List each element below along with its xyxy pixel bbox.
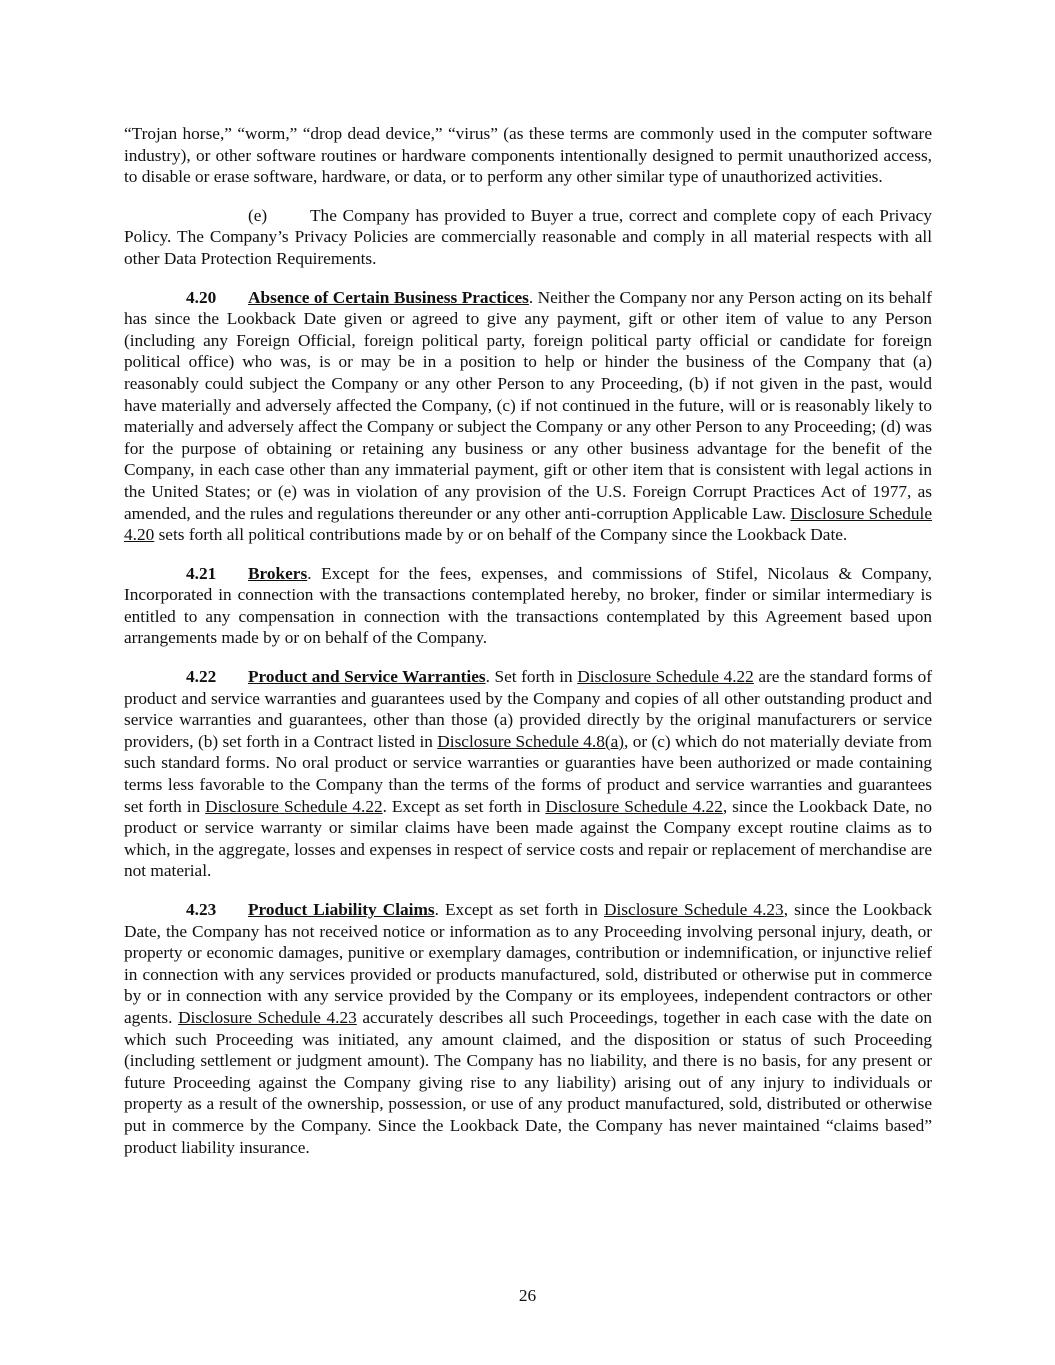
disclosure-schedule-4-23-ref: Disclosure Schedule 4.23 bbox=[604, 900, 784, 919]
section-4-20-number: 4.20 bbox=[186, 287, 217, 307]
disclosure-schedule-4-20-ref: Disclosure Schedule 4.20 bbox=[124, 503, 932, 545]
section-4-23 bbox=[124, 899, 932, 1158]
section-4-22-text-1: . Set forth in bbox=[485, 667, 578, 687]
section-4-23-heading: Product Liability Claims bbox=[248, 900, 435, 919]
disclosure-schedule-4-23-ref-2: Disclosure Schedule 4.23 bbox=[178, 1007, 357, 1027]
section-4-22-text-4: . Except as set forth in bbox=[382, 796, 546, 816]
section-4-22-number: 4.22 bbox=[186, 667, 217, 687]
disclosure-schedule-4-22-ref: Disclosure Schedule 4.22 bbox=[577, 667, 754, 687]
section-4-23-text-2: , since the Lookback Date, the Company has not received notice or information as to any Proceeding involving personal injury, death, or property or economic damages, punitive or exemplary damages, contribution or indemnification, or injunctive relief in connection with any services provided or products manufactured, sold, distributed or otherwise put in commerce by or in connection with any service provided by the Company or its employees, independent contractors or other agents. bbox=[124, 900, 932, 1027]
section-4-23-text-3: accurately describes all such Proceedings, together in each case with the date on which such Proceeding was initiated, any amount claimed, and the disposition or status of such Proceeding (including settlement or judgment amount). The Company has no liability, and there is no basis, for any present or future Proceeding against the Company giving rise to any liability) arising out of any injury to individuals or property as a result of the ownership, possession, or use of any product manufactured, sold, distributed or otherwise put in commerce by the Company. Since the Lookback Date, the Company has never maintained “claims based” product liability insurance. bbox=[124, 1007, 932, 1157]
section-4-21-heading: Brokers bbox=[248, 563, 308, 583]
section-4-20-heading: Absence of Certain Business Practices bbox=[248, 287, 529, 307]
section-4-23-number: 4.23 bbox=[186, 900, 217, 919]
section-4-21 bbox=[124, 563, 932, 649]
section-4-20 bbox=[124, 287, 932, 546]
page-number: 26 bbox=[518, 1286, 537, 1305]
section-4-20-text-2: sets forth all political contributions made by or on behalf of the Company since the Lookback Date. bbox=[154, 525, 848, 545]
section-4-20-text-1: . Neither the Company nor any Person acting on its behalf has since the Lookback Date given or agreed to give any payment, gift or other item of value to any Person (including any Foreign Official, foreign political party, foreign political party official or candidate for foreign political office) who was, is or may be in a position to help or hinder the business of the Company that (a) reasonably could subject the Company or any other Person to any Proceeding, (b) if not given in the past, would have materially and adversely affected the Company, (c) if not continued in the future, will or is reasonably likely to materially and adversely affect the Company or subject the Company or any other Person to any Proceeding; (d) was for the purpose of obtaining or retaining any business or any other business advantage for the benefit of the Company, in each case other than any immaterial payment, gift or other item that is consistent with legal actions in the United States; or (e) was in violation of any provision of the U.S. Foreign Corrupt Practices Act of 1977, as amended, and the rules and regulations thereunder or any other anti-corruption Applicable Law. bbox=[124, 287, 932, 523]
section-4-21-text-1: . Except for the fees, expenses, and commissions of Stifel, Nicolaus & Company, Incorporated in connection with the transactions contemplated hereby, no broker, finder or similar intermediary is entitled to any compensation in connection with the transactions contemplated by this Agreement based upon arrangements made by or on behalf of the Company. bbox=[124, 563, 932, 648]
subsection-e-label: (e) bbox=[248, 205, 268, 225]
subsection-e-text: The Company has provided to Buyer a true, correct and complete copy of each Privacy Policy. The Company’s Privacy Policies are commercially reasonable and comply in all material respects with all other Data Protection Requirements. bbox=[124, 205, 932, 268]
section-4-22-text-2: are the standard forms of product and service warranties and guarantees used by the Company and copies of all other outstanding product and service warranties and guarantees, other than those (a) provided directly by the original manufacturers or service providers, (b) set forth in a Contract listed in bbox=[124, 667, 932, 751]
section-4-22-text-5: , since the Lookback Date, no product or service warranty or similar claims have been made against the Company except routine claims as to which, in the aggregate, losses and expenses in respect of service costs and repair or replacement of merchandise are not material. bbox=[124, 796, 932, 881]
disclosure-schedule-4-8a-ref: Disclosure Schedule 4.8(a) bbox=[437, 731, 625, 751]
continuation-text: “Trojan horse,” “worm,” “drop dead device,” “virus” (as these terms are commonly used in the computer software industry), or other software routines or hardware components intentionally designed to permit unauthorized access, to disable or erase software, hardware, or data, or to perform any other similar type of unauthorized activities. bbox=[124, 124, 932, 187]
section-4-22-heading: Product and Service Warranties bbox=[248, 667, 486, 687]
section-4-22 bbox=[124, 666, 932, 882]
section-4-23-text-1: . Except as set forth in bbox=[434, 900, 605, 919]
disclosure-schedule-4-22-ref-2: Disclosure Schedule 4.22 bbox=[205, 796, 383, 816]
section-4-21-number: 4.21 bbox=[186, 563, 217, 583]
continuation-paragraph bbox=[124, 123, 932, 188]
subsection-e bbox=[124, 205, 932, 270]
disclosure-schedule-4-22-ref-3: Disclosure Schedule 4.22 bbox=[545, 796, 723, 816]
section-4-22-text-3: , or (c) which do not materially deviate from such standard forms. No oral product or service warranties or guaranties have been authorized or made containing terms less favorable to the Company than the terms of the forms of product and service warranties and guarantees set forth in bbox=[124, 731, 932, 816]
